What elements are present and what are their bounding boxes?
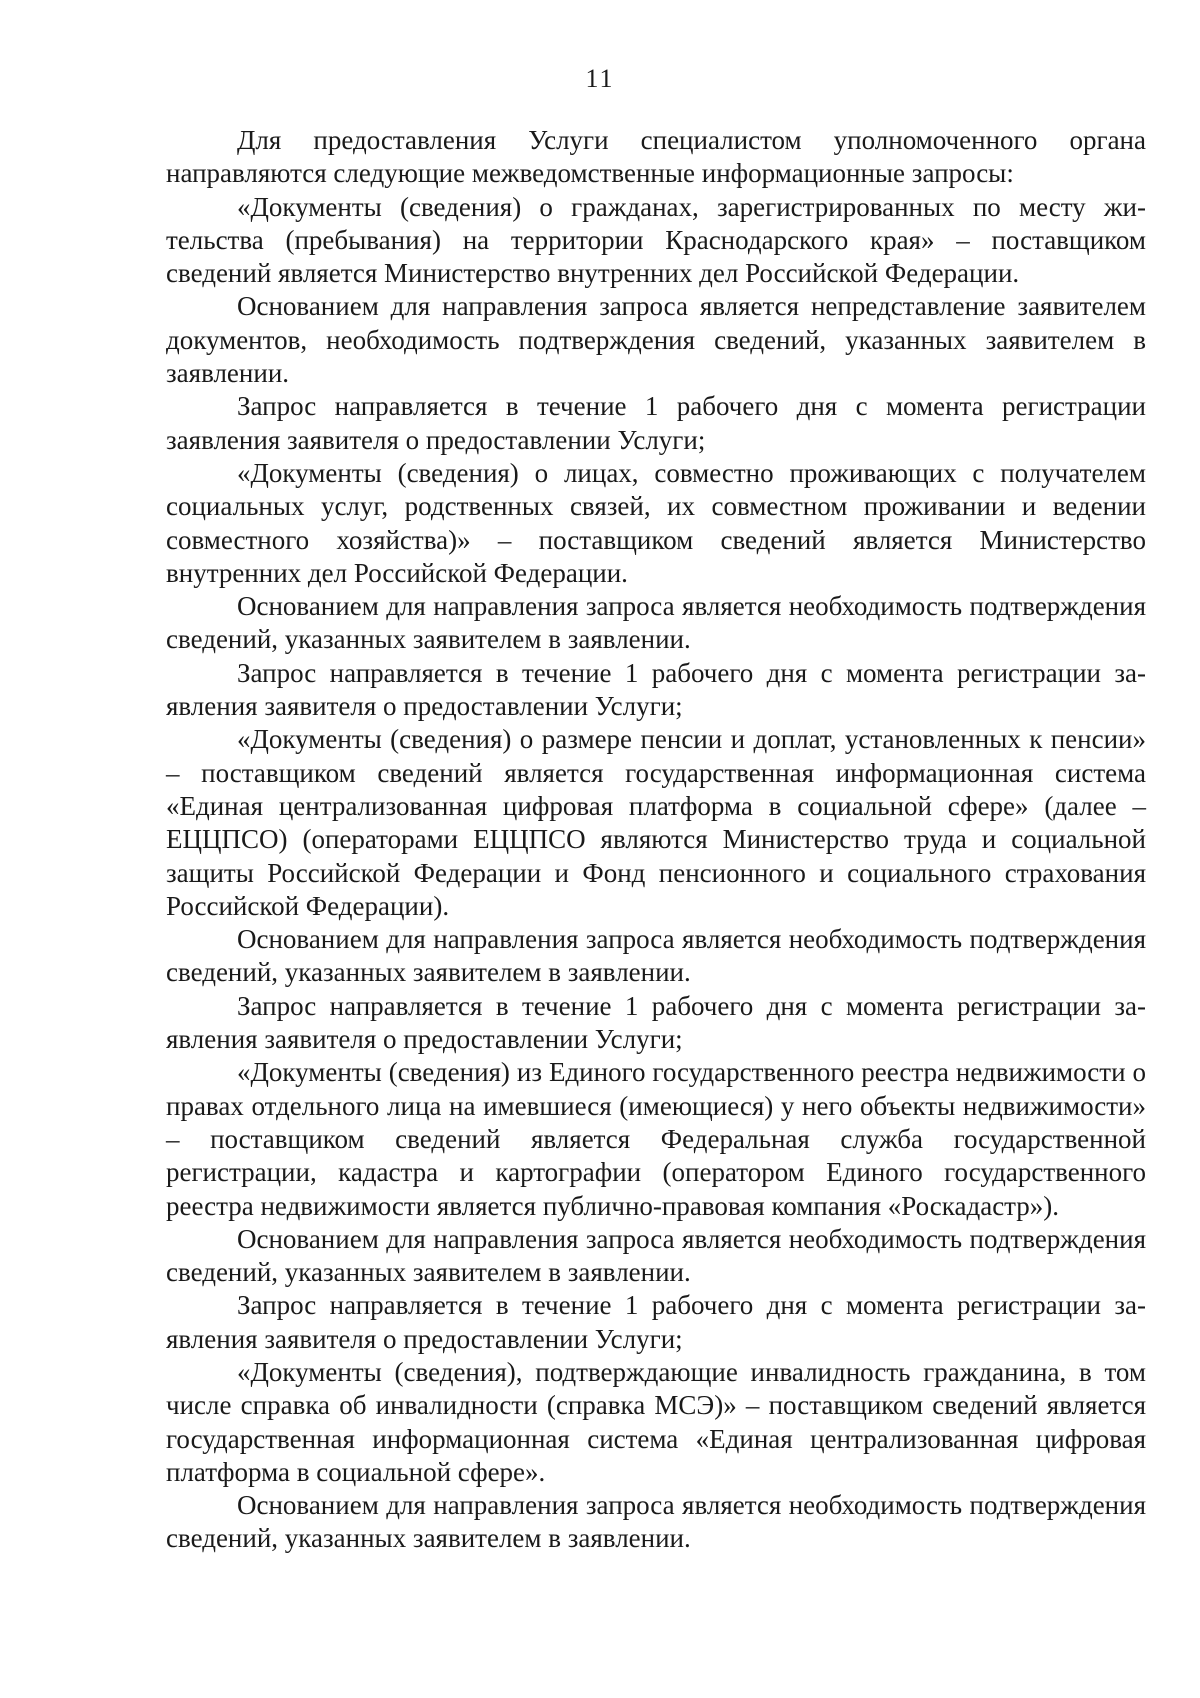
paragraph-basis: Основанием для направления запроса является необходимость подтверждения сведений, указанных заявителем в заявлении. (166, 924, 1146, 988)
paragraph-basis: Основанием для направления запроса является непредставление заявителем документов, необходимость подтверждения сведений, указанных заявителем в заявлении. (166, 291, 1146, 389)
paragraph-basis: Основанием для направления запроса является необходимость подтверждения сведений, указанных заявителем в заявлении. (166, 1223, 1146, 1288)
document-body (166, 124, 1146, 1556)
paragraph-request-residence: «Документы (сведения) о гражданах, зарегистрированных по месту жительства (пребывания) на территории Краснодарского края» – поставщиком сведений является Министерство внутренних дел Российской Федерации. (166, 191, 1146, 289)
paragraph-request-pension: «Документы (сведения) о размере пенсии и доплат, установленных к пенсии» – поставщиком сведений является государственная информационная система «Единая централизованная цифровая платформа в социальной сфере» (далее – ЕЦЦПСО) (операторами ЕЦЦПСО являются Министерство труда и социальной защиты Российской Федерации и Фонд пенсионного и социального страхования Российской Федерации). (166, 724, 1146, 921)
paragraph-deadline: Запрос направляется в течение 1 рабочего дня с момента регистрации заявления заявителя о предоставлении Услуги; (166, 657, 1146, 722)
paragraph-request-real-estate: «Документы (сведения) из Единого государственного реестра недвижимости о правах отдельного лица на имевшиеся (имеющиеся) у него объекты недвижимости» – поставщиком сведений является Федеральная служба государственной регистрации, кадастра и картографии (оператором Единого государственного реестра недвижимости является публично-правовая компания «Роскадастр»). (166, 1057, 1146, 1221)
paragraph-request-cohabitants: «Документы (сведения) о лицах, совместно проживающих с получателем социальных услуг, родственных связей, их совместном проживании и ведении совместного хозяйства)» – поставщиком сведений является Министерство внутренних дел Российской Федерации. (166, 457, 1146, 588)
paragraph-request-disability: «Документы (сведения), подтверждающие инвалидность гражданина, в том числе справка об инвалидности (справка МСЭ)» – поставщиком сведений является государственная информационная система «Единая централизованная цифровая платформа в социальной сфере». (166, 1356, 1146, 1487)
paragraph-intro: Для предоставления Услуги специалистом уполномоченного органа направляются следующие межведомственные информационные запросы: (166, 125, 1146, 189)
paragraph-basis: Основанием для направления запроса является необходимость подтверждения сведений, указанных заявителем в заявлении. (166, 591, 1146, 655)
paragraph-basis: Основанием для направления запроса является необходимость подтверждения сведений, указанных заявителем в заявлении. (166, 1490, 1146, 1554)
paragraph-deadline: Запрос направляется в течение 1 рабочего дня с момента регистрации заявления заявителя о предоставлении Услуги; (166, 391, 1146, 455)
paragraph-deadline: Запрос направляется в течение 1 рабочего дня с момента регистрации заявления заявителя о предоставлении Услуги; (166, 990, 1146, 1055)
paragraph-deadline: Запрос направляется в течение 1 рабочего дня с момента регистрации заявления заявителя о предоставлении Услуги; (166, 1290, 1146, 1354)
page-number: 11 (585, 64, 615, 93)
